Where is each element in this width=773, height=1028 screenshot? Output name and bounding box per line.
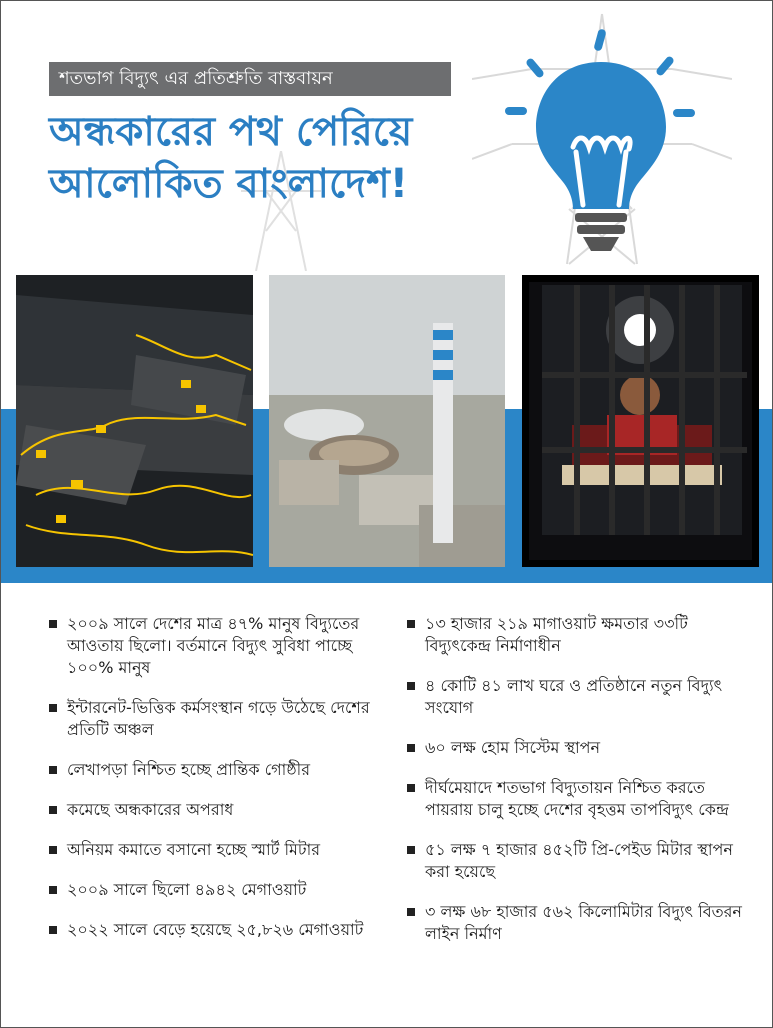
list-item: ৩ লক্ষ ৬৮ হাজার ৫৬২ কিলোমিটার বিদ্যুৎ বিতরন লাইন নির্মাণ <box>407 901 747 945</box>
list-item: ৬০ লক্ষ হোম সিস্টেম স্থাপন <box>407 737 747 759</box>
square-bullet-icon <box>49 926 57 934</box>
square-bullet-icon <box>407 846 415 854</box>
square-bullet-icon <box>49 846 57 854</box>
photo-child-studying <box>522 275 759 567</box>
lightbulb-icon <box>501 27 701 257</box>
list-item: ইন্টারনেট-ভিত্তিক কর্মসংস্থান গড়ে উঠেছে দেশের প্রতিটি অঞ্চল <box>49 697 379 741</box>
square-bullet-icon <box>407 620 415 628</box>
headline-line-1: অন্ধকারের পথ পেরিয়ে <box>49 109 413 155</box>
list-item: ২০০৯ সালে দেশের মাত্র ৪৭% মানুষ বিদ্যুতের আওতায় ছিলো। বর্তমানে বিদ্যুৎ সুবিধা পাচ্ছে ১০০% মানুষ <box>49 613 379 679</box>
list-item: ৫১ লক্ষ ৭ হাজার ৪৫২টি প্রি-পেইড মিটার স্থাপন করা হয়েছে <box>407 839 747 883</box>
square-bullet-icon <box>49 806 57 814</box>
photo-village-lights <box>16 275 253 567</box>
headline <box>49 106 489 210</box>
list-item: কমেছে অন্ধকারের অপরাধ <box>49 799 379 821</box>
list-item: দীর্ঘমেয়াদে শতভাগ বিদ্যুতায়ন নিশ্চিত করতে পায়রায় চালু হচ্ছে দেশের বৃহত্তম তাপবিদ্যুৎ কেন্দ্র <box>407 777 747 821</box>
list-item: লেখাপড়া নিশ্চিত হচ্ছে প্রান্তিক গোষ্ঠীর <box>49 759 379 781</box>
square-bullet-icon <box>407 682 415 690</box>
square-bullet-icon <box>49 886 57 894</box>
list-item: ২০২২ সালে বেড়ে হয়েছে ২৫,৮২৬ মেগাওয়াট <box>49 919 379 941</box>
headline-line-2: আলোকিত বাংলাদেশ! <box>49 161 408 207</box>
square-bullet-icon <box>407 744 415 752</box>
list-item: ৪ কোটি ৪১ লাখ ঘরে ও প্রতিষ্ঠানে নতুন বিদ্যুৎ সংযোগ <box>407 675 747 719</box>
list-item: ২০০৯ সালে ছিলো ৪৯৪২ মেগাওয়াট <box>49 879 379 901</box>
photo-power-plant <box>269 275 505 567</box>
square-bullet-icon <box>407 784 415 792</box>
square-bullet-icon <box>49 766 57 774</box>
square-bullet-icon <box>49 620 57 628</box>
right-bullet-list <box>407 613 747 963</box>
subtitle-banner: শতভাগ বিদ্যুৎ এর প্রতিশ্রুতি বাস্তবায়ন <box>49 62 451 96</box>
square-bullet-icon <box>49 704 57 712</box>
list-item: ১৩ হাজার ২১৯ মাগাওয়াট ক্ষমতার ৩৩টি বিদ্যুৎকেন্দ্র নির্মাণাধীন <box>407 613 747 657</box>
list-item: অনিয়ম কমাতে বসানো হচ্ছে স্মার্ট মিটার <box>49 839 379 861</box>
left-bullet-list <box>49 613 379 959</box>
square-bullet-icon <box>407 908 415 916</box>
